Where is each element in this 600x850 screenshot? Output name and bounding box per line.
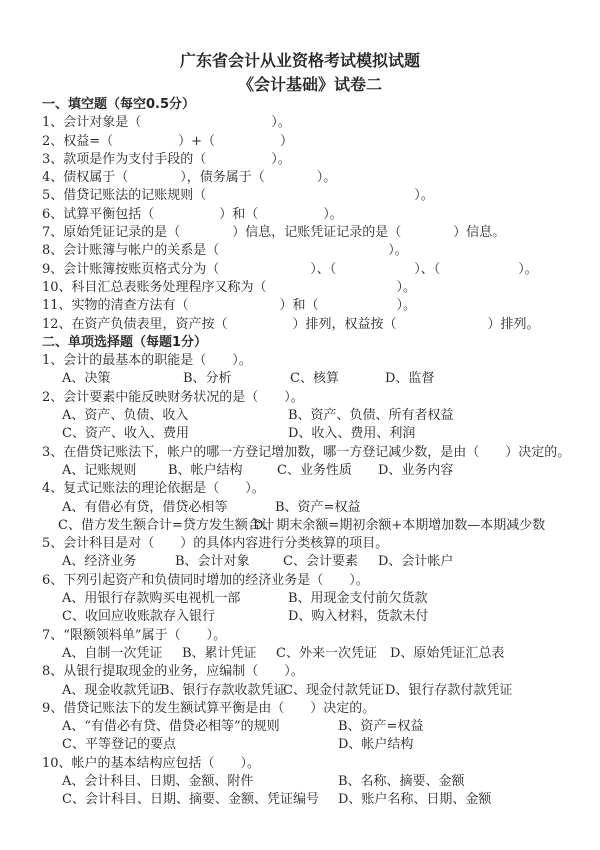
section-fill-blank-heading: 一、填空题（每空0.5分）: [42, 97, 196, 112]
question-stem: 6、下列引起资产和负债同时增加的经济业务是（ ）。: [42, 572, 369, 588]
option-b: B、用现金支付前欠货款: [288, 591, 428, 607]
options-row: [42, 773, 582, 791]
options-row: [42, 553, 582, 571]
question-stem: 7、“限额领料单”属于（ ）。: [42, 627, 227, 643]
option-a: A、“有借必有贷、借贷必相等”的规则: [62, 719, 280, 735]
option-c: C、现金付款凭证: [283, 682, 384, 698]
options-row: [42, 407, 582, 425]
document-title: 广东省会计从业资格考试模拟试题: [179, 51, 420, 70]
fill-blank-question: 12、在资产负债表里，资产按（ ）排列，权益按（ ）排列。: [42, 316, 540, 332]
option-d: D、收入、费用、利润: [288, 426, 416, 442]
option-b: B、会计对象: [175, 554, 250, 570]
option-a: A、有借必有贷，借贷必相等: [62, 499, 228, 515]
exam-body: [42, 96, 582, 810]
option-d: D、会计帐户: [378, 554, 454, 570]
option-d: D、业务内容: [378, 462, 454, 478]
option-d: D、银行存款付款凭证: [385, 682, 513, 698]
option-b: B、资产、负债、所有者权益: [288, 408, 454, 424]
option-a: A、现金收款凭证: [62, 682, 163, 698]
option-d: D、帐户结构: [338, 737, 414, 753]
option-b: B、资产=权益: [275, 499, 361, 515]
section-single-choice-heading: 二、单项选择题（每题1分）: [42, 334, 208, 350]
fill-blank-question: 8、会计账簿与帐户的关系是（ ）。: [42, 243, 408, 259]
fill-blank-question: 1、会计对象是（ ）。: [42, 115, 291, 131]
option-d: D、原始凭证汇总表: [390, 645, 505, 661]
options-row: [42, 590, 582, 608]
option-c: C、会计科目、日期、摘要、金额、凭证编号: [62, 792, 319, 808]
option-d: D、监督: [385, 371, 435, 387]
option-d: D、购入材料，货款未付: [288, 609, 429, 625]
question-stem: 5、会计科目是对（ ）的具体内容进行分类核算的项目。: [42, 536, 389, 552]
question-stem: 4、复式记账法的理论依据是（ ）。: [42, 481, 265, 497]
option-c: C、业务性质: [277, 462, 352, 478]
option-a: A、用银行存款购买电视机一部: [62, 591, 241, 607]
options-row: [42, 791, 582, 809]
document-subtitle: 《会计基础》试卷二: [237, 75, 382, 94]
option-b: B、银行存款收款凭证: [160, 682, 287, 698]
option-a: A、经济业务: [62, 554, 137, 570]
option-d: D、期末余额=期初余额+本期增加数—本期减少数: [253, 517, 546, 533]
option-a: A、记账规则: [62, 462, 137, 478]
fill-blank-question: 3、款项是作为支付手段的（ ）。: [42, 151, 291, 167]
options-row: [42, 499, 582, 517]
options-row: [42, 736, 582, 754]
question-stem: 2、会计要素中能反映财务状况的是（ ）。: [42, 389, 304, 405]
option-a: A、会计科目、日期、金额、附件: [62, 773, 254, 789]
option-c: C、收回应收账款存入银行: [62, 609, 215, 625]
fill-blank-question: 11、实物的清查方法有（ ）和（ ）。: [42, 298, 417, 314]
option-c: C、外来一次凭证: [276, 645, 377, 661]
question-stem: 1、会计的最基本的职能是（ ）。: [42, 353, 252, 369]
option-c: C、资产、收入、费用: [62, 426, 189, 442]
question-stem: 3、在借贷记账法下，帐户的哪一方登记增加数，哪一方登记减少数，是由（ ）决定的。: [42, 444, 571, 460]
option-c: C、核算: [290, 371, 339, 387]
question-stem: 9、借贷记账法下的发生额试算平衡是由（ ）决定的。: [42, 700, 376, 716]
option-b: B、分析: [183, 371, 232, 387]
options-row: [42, 370, 582, 388]
option-a: A、决策: [62, 371, 111, 387]
options-row: [42, 425, 582, 443]
option-b: B、名称、摘要、金额: [338, 773, 465, 789]
option-b: B、累计凭证: [182, 645, 257, 661]
option-c: C、会计要素: [283, 554, 358, 570]
single-choice-list: [42, 352, 582, 809]
options-row: [42, 462, 582, 480]
option-a: A、自制一次凭证: [62, 645, 163, 661]
option-a: A、资产、负债、收入: [62, 408, 189, 424]
fill-blank-question: 7、原始凭证记录的是（ ）信息，记账凭证记录的是（ ）信息。: [42, 225, 506, 241]
question-stem: 10、帐户的基本结构应包括（ ）。: [42, 755, 261, 771]
options-row: [42, 682, 582, 700]
option-b: B、帐户结构: [168, 462, 243, 478]
fill-blank-list: [42, 114, 582, 334]
fill-blank-question: 10、科目汇总表账务处理程序又称为（ ）。: [42, 279, 417, 295]
option-b: B、资产=权益: [338, 719, 424, 735]
fill-blank-question: 4、债权属于（ ），债务属于（ ）。: [42, 170, 337, 186]
option-c: C、借方发生额合计=贷方发生额合计: [58, 517, 274, 533]
option-c: C、平等登记的要点: [62, 737, 176, 753]
options-row: [42, 608, 582, 626]
fill-blank-question: 2、权益=（ ）+（ ）: [42, 133, 294, 149]
fill-blank-question: 5、借贷记账法的记账规则（ ）。: [42, 188, 434, 204]
options-row: [42, 645, 582, 663]
options-row: [42, 517, 582, 535]
fill-blank-question: 6、试算平衡包括（ ）和（ ）。: [42, 206, 343, 222]
option-d: D、账户名称、日期、金额: [338, 792, 492, 808]
fill-blank-question: 9、会计账簿按账页格式分为（ ）、（ ）、（ ）。: [42, 261, 538, 277]
question-stem: 8、从银行提取现金的业务，应编制（ ）。: [42, 664, 304, 680]
options-row: [42, 718, 582, 736]
